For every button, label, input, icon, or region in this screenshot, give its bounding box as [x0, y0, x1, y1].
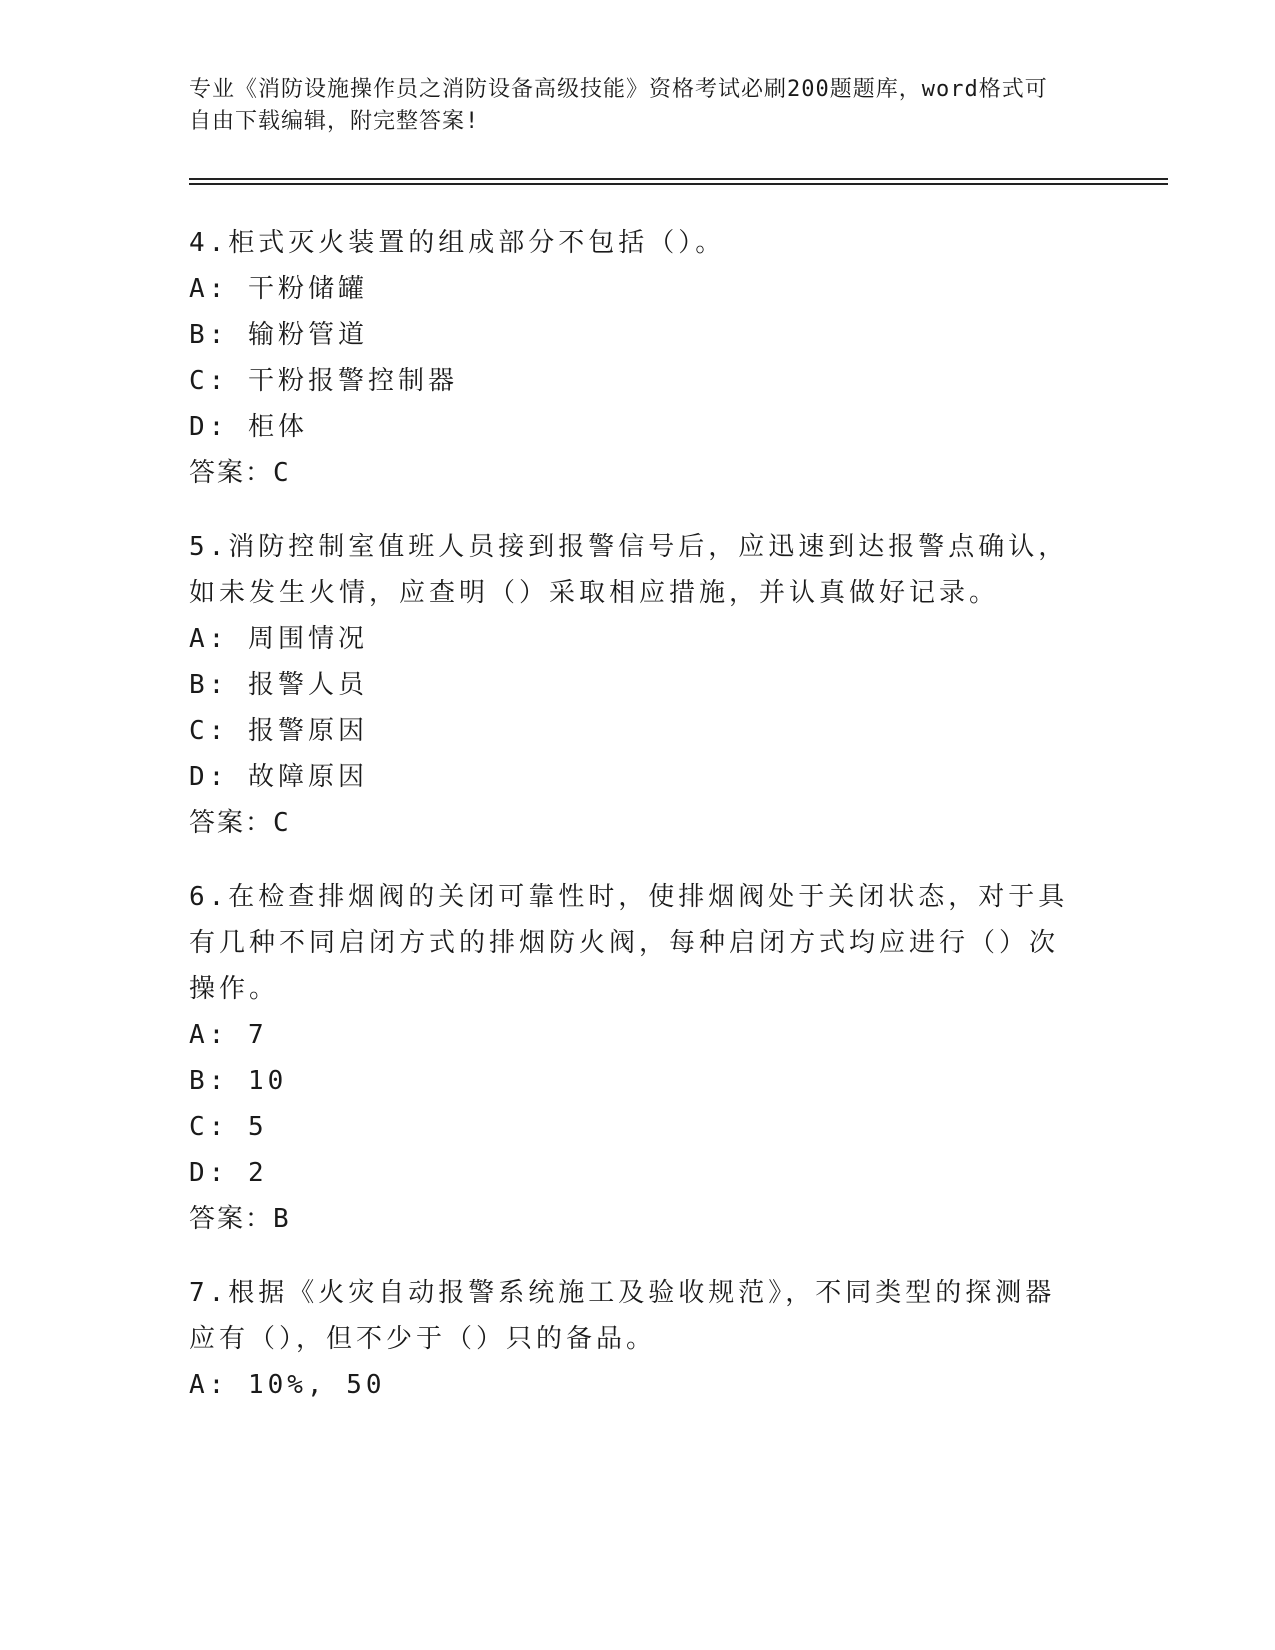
document-header: 专业《消防设施操作员之消防设备高级技能》资格考试必刷200题题库，word格式可自由下载编辑，附完整答案! [189, 77, 1048, 134]
option-d: D: 柜体 [189, 412, 308, 442]
option-d: D: 故障原因 [189, 762, 368, 792]
option-d: D: 2 [189, 1158, 268, 1188]
question-stem: 6.在检查排烟阀的关闭可靠性时，使排烟阀处于关闭状态，对于具有几种不同启闭方式的排烟防火阀，每种启闭方式均应进行（）次操作。 [189, 882, 1069, 1004]
option-a: A: 干粉储罐 [189, 274, 368, 304]
question-stem: 7.根据《火灾自动报警系统施工及验收规范》，不同类型的探测器应有（），但不少于（）只的备品。 [189, 1278, 1056, 1354]
question-list [189, 220, 1069, 1436]
option-c: C: 报警原因 [189, 716, 368, 746]
answer: 答案：B [189, 1204, 291, 1234]
question-6 [189, 874, 1069, 1242]
option-b: B: 10 [189, 1066, 288, 1096]
header-divider-top [189, 178, 1168, 180]
option-a: A: 10%, 50 [189, 1370, 386, 1400]
option-a: A: 周围情况 [189, 624, 368, 654]
answer: 答案：C [189, 808, 291, 838]
option-c: C: 5 [189, 1112, 268, 1142]
question-5 [189, 524, 1069, 846]
option-a: A: 7 [189, 1020, 268, 1050]
answer: 答案：C [189, 458, 291, 488]
option-b: B: 输粉管道 [189, 320, 368, 350]
question-7 [189, 1270, 1069, 1408]
question-stem: 4.柜式灭火装置的组成部分不包括（）。 [189, 228, 726, 258]
option-c: C: 干粉报警控制器 [189, 366, 458, 396]
question-4 [189, 220, 1069, 496]
option-b: B: 报警人员 [189, 670, 368, 700]
question-stem: 5.消防控制室值班人员接到报警信号后，应迅速到达报警点确认，如未发生火情，应查明（）采取相应措施，并认真做好记录。 [189, 532, 1069, 608]
header-divider-bottom [189, 183, 1168, 185]
